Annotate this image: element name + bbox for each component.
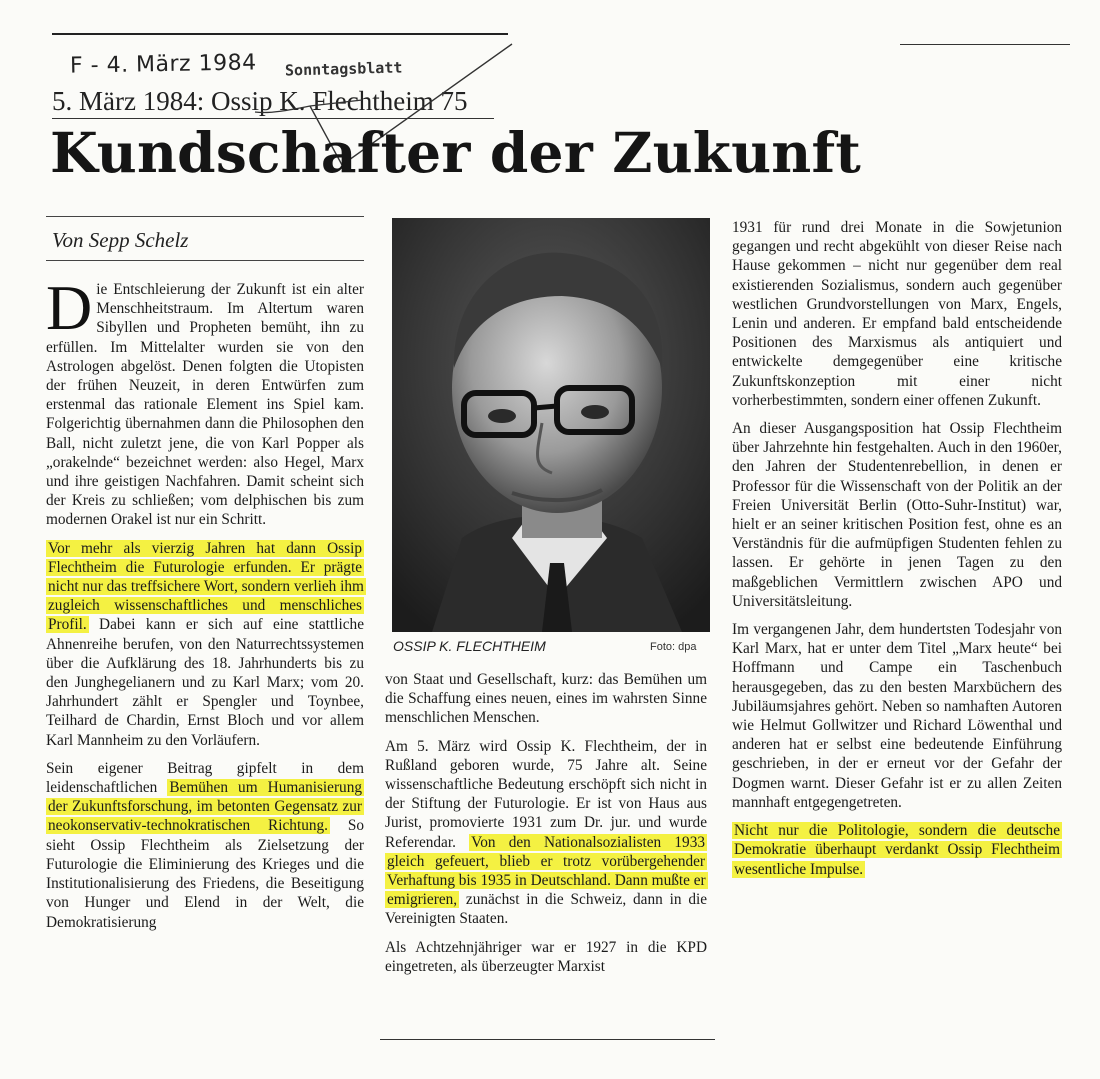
paragraph [732,821,1062,879]
byline: Von Sepp Schelz [52,228,189,252]
highlighted-passage: Bemühen um Humanisierung der Zukunftsforschung, im betonten Gegensatz zur neokonservativ-technokratischen Richtung. [48,779,362,835]
drop-cap: D [46,272,93,343]
portrait-illustration [392,218,710,632]
paragraph [732,218,1062,410]
highlighted-passage: Vor mehr als vierzig Jahren hat dann Ossip Flechtheim die Futurologie erfunden. Er prägte nicht nur das treffsichere Wort, sondern verlieh ihm zugleich wissenschaftliches und menschliches Profil. [48,539,364,634]
handwritten-date-note: F - 4. März 1984 [69,50,257,79]
source-stamp: Sonntagsblatt [284,58,403,80]
top-right-rule [900,44,1070,45]
photo-credit: Foto: dpa [650,641,697,653]
paragraph [385,670,707,728]
portrait-photo [392,218,710,632]
highlighted-passage: Von den Nationalsozialisten 1933 gleich gefeuert, blieb er trotz vorübergehender Verhaftung bis 1935 in Deutschland. Dann mußte er emigrieren, [387,833,706,909]
article-kicker: 5. März 1984: Ossip K. Flechtheim 75 [52,86,468,116]
top-rule [52,33,508,35]
article-column-2 [385,670,707,985]
paragraph [46,272,364,530]
paragraph-text: So sieht Ossip Flechtheim als Zielsetzung der Futurologie die Eliminierung des Krieges und die Institutionalisierung des Friedens, die Beseitigung von Hunger und Elend in der Welt, die Demokratisierung [46,817,364,931]
paragraph-text: ie Entschleierung der Zukunft ist ein alter Menschheitstraum. Im Altertum waren Sibyllen und Propheten bemüht, ihn zu erfüllen. Im Mittelalter wurden sie von den Astrologen abgelöst. Denen folgten die Utopisten der frühen Neuzeit, in deren Entwürfen zum erstenmal das rationale Element ins Spiel kam. Folgerichtig übernahmen dann die Philosophen den Ball, nicht zuletzt jene, die von Karl Popper als „orakelnde“ bezeichnet werden: also Hegel, Marx und ihre geistigen Nachfahren. Damit scheint sich der Kreis zu schließen; vom delphischen bis zum modernen Orakel ist nur ein Schritt. [46,281,364,529]
paragraph-text: von Staat und Gesellschaft, kurz: das Bemühen um die Schaffung eines neuen, eines im wahrsten Sinne menschlichen Menschen. [385,671,707,727]
paragraph-text: zunächst in die Schweiz, dann in die Vereinigten Staaten. [385,891,708,928]
article-column-3 [732,218,1062,888]
paragraph-text: Als Achtzehnjähriger war er 1927 in die KPD eingetreten, als überzeugter Marxist [385,938,707,975]
highlighted-passage: Nicht nur die Politologie, sondern die deutsche Demokratie überhaupt verdankt Ossip Flechtheim wesentliche Impulse. [734,822,1060,878]
paragraph-text: 1931 für rund drei Monate in die Sowjetunion gegangen und recht abgekühlt von dieser Reise nach Hause gekommen – nicht nur gegenüber dem real existierenden Sozialismus, sondern auch gegenüber westlichen Grundvorstellungen von Marx, Engels, Lenin und anderen. Er empfand bald entscheidende Positionen des Marxismus als antiquiert und entwickelte demgegenüber eine kritische Zukunftskonzeption mit einer nicht vorherbestimmten, sondern einer offenen Zukunft. [732,219,1062,409]
paragraph [732,620,1062,812]
paragraph-text: Dabei kann er sich auf eine stattliche Ahnenreihe berufen, von den Naturrechtssystemen über die Aufklärung des 18. Jahrhunderts bis zu den Junghegelianern und zu Karl Marx; vom 20. Jahrhundert zählt er Spengler und Toynbee, Teilhard de Chardin, Ernst Bloch und vor allem Karl Mannheim zu den Vorläufern. [46,616,365,749]
byline-rule-top [46,216,364,217]
article-column-1 [46,272,365,941]
paragraph-text: Im vergangenen Jahr, dem hundertsten Todesjahr von Karl Marx, hat er unter dem Titel „Marx heute“ bei Hoffmann und Campe ein Taschenbuch herausgegeben, das zu den besten Marxbüchern des Jubiläumsjahres gehört. Neben so namhaften Autoren wie Helmut Gollwitzer und Richard Löwenthal und anderen hat er selbst eine bedeutende Einführung geschrieben, in der er erneut vor der Gefahr der Dogmen warnt. Dieser Gefahr ist er zu allen Zeiten mannhaft entgegengetreten. [732,621,1062,811]
photo-caption: OSSIP K. FLECHTHEIM [393,638,546,654]
byline-rule-bottom [46,260,364,261]
paragraph-text: Sein eigener Beitrag gipfelt in dem leidenschaftlichen [46,759,364,797]
paragraph [732,419,1062,611]
kicker-rule [52,118,494,119]
paragraph [46,759,364,932]
paragraph [385,737,707,929]
paragraph-text: An dieser Ausgangsposition hat Ossip Flechtheim über Jahrzehnte hin festgehalten. Auch in den 1960er, den Jahren der Studentenrebellion, in denen er Professor für die Wissenschaft von der Politik an der Freien Universität Berlin (Otto-Suhr-Institut) war, hielt er an seiner kritischen Position fest, ohne es an Verständnis für die aufmüpfigen Studenten fehlen zu lassen. Er gehörte in jenen Tagen zu den maßgeblichen Vermittlern zwischen APO und Universitätsleitung. [732,420,1062,610]
bottom-rule [380,1039,715,1040]
paragraph [46,539,364,750]
headline: Kundschafter der Zukunft [50,120,861,185]
paragraph [385,938,707,976]
paragraph-text: Am 5. März wird Ossip K. Flechtheim, der in Rußland geboren wurde, 75 Jahre alt. Seine wissenschaftliche Bedeutung erschöpft sich nicht in der Stiftung der Futurologie. Er ist von Haus aus Jurist, promovierte 1931 zum Dr. jur. und wurde Referendar. [385,737,707,851]
